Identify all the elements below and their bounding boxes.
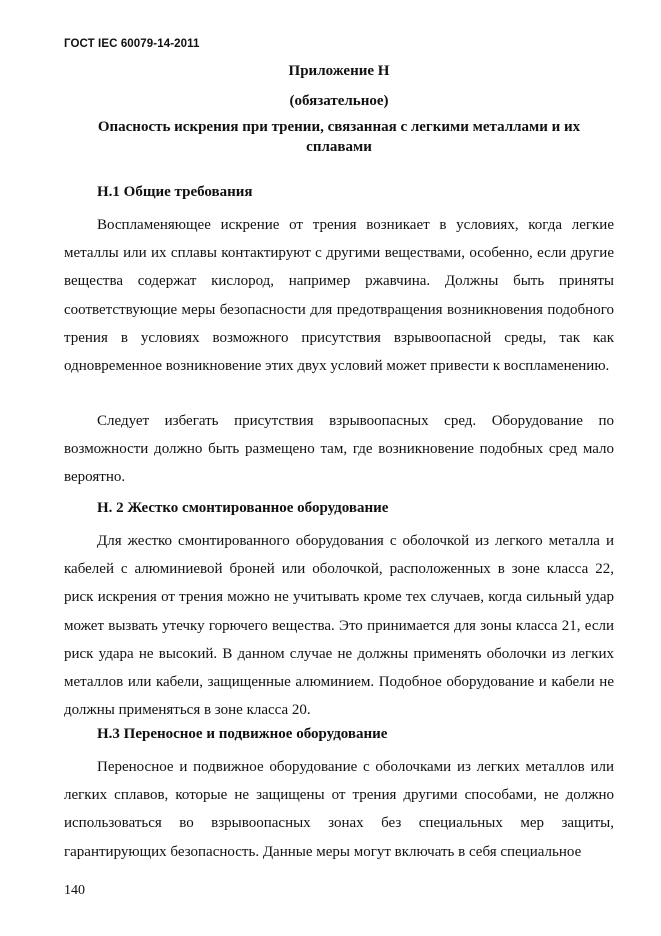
- section-heading-h1: Н.1 Общие требования: [97, 184, 253, 200]
- section-heading-h3: Н.3 Переносное и подвижное оборудование: [97, 726, 388, 742]
- annex-status: (обязательное): [289, 93, 389, 109]
- document-code: ГОСТ IEC 60079-14-2011: [64, 38, 200, 50]
- paragraph: Следует избегать присутствия взрывоопасных сред. Оборудование по возможности должно быть размещено там, где возникновение подобных сред мало вероятно.: [64, 413, 614, 486]
- section-heading-h2: Н. 2 Жестко смонтированное оборудование: [97, 500, 389, 516]
- annex-subject: Опасность искрения при трении, связанная с легкими металлами и их сплавами: [97, 119, 581, 155]
- paragraph: Переносное и подвижное оборудование с оболочками из легких металлов или легких сплавов, которые не защищены от трения другими способами, не должно использоваться во взрывоопасных зонах без специальных мер защиты, гарантирующих безопасность. Данные меры могут включать в себя специальное: [64, 759, 614, 860]
- page-number: 140: [64, 883, 85, 898]
- annex-title: Приложение Н: [288, 63, 390, 79]
- paragraph: Воспламеняющее искрение от трения возникает в условиях, когда легкие металлы или их сплавы контактируют с другими веществами, особенно, если другие вещества содержат кислород, например ржавчина. Должны быть приняты соответствующие меры безопасности для предотвращения возникновения подобного трения в условиях возможного присутствия взрывоопасной среды, так как одновременное возникновение этих двух условий может привести к воспламенению.: [64, 217, 614, 375]
- paragraph: Для жестко смонтированного оборудования с оболочкой из легкого металла и кабелей с алюминиевой броней или оболочкой, расположенных в зоне класса 22, риск искрения от трения можно не учитывать кроме тех случаев, когда сильный удар может вызвать утечку горючего вещества. Это принимается для зоны класса 21, если риск удара не высокий. В данном случае не должны применять оболочки из легких металлов или кабели, защищенные алюминием. Подобное оборудование и кабели не должны применяться в зоне класса 20.: [64, 533, 614, 719]
